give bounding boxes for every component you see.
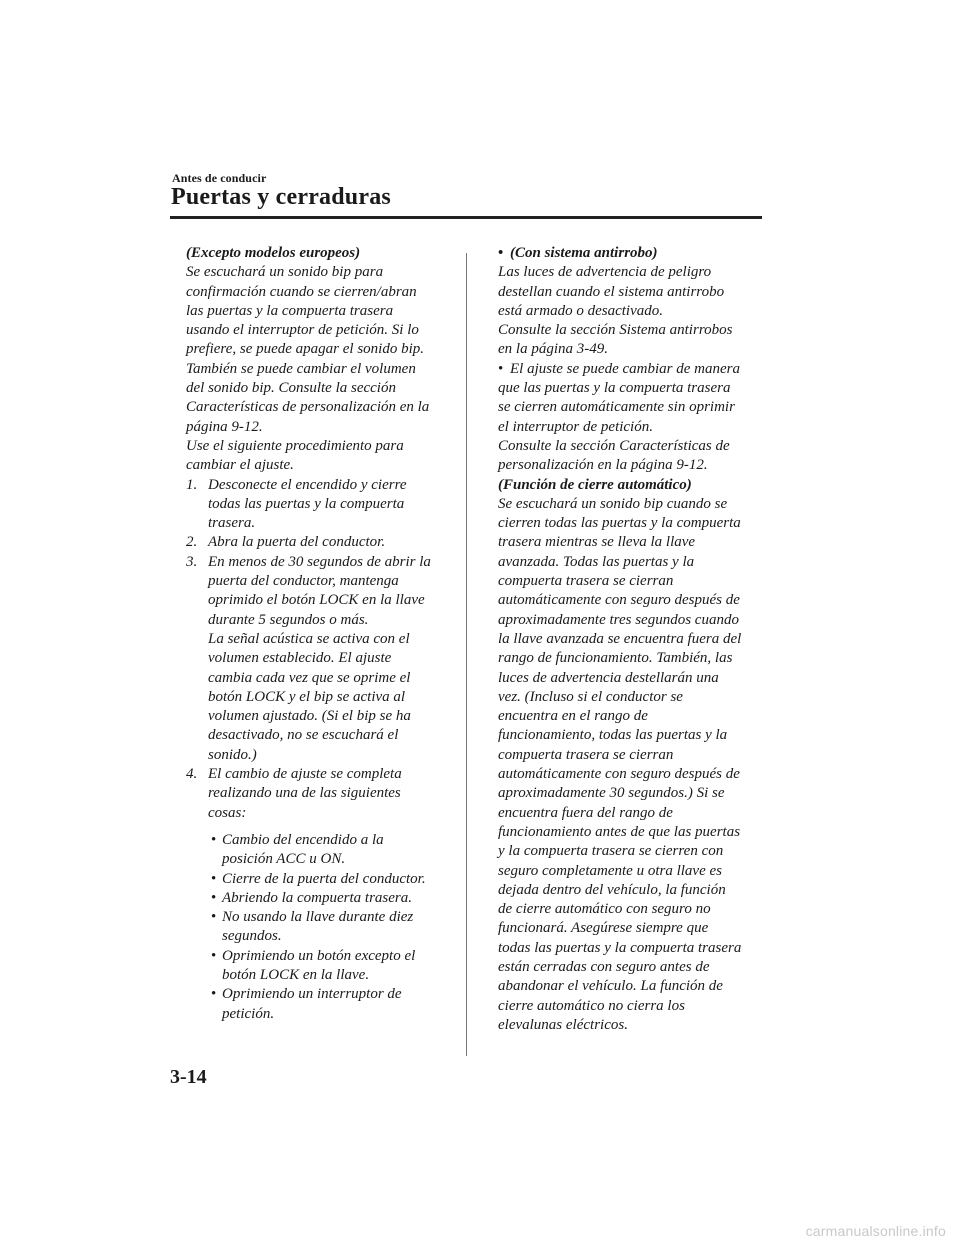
body-line: la llave avanzada se encuentra fuera del [498, 630, 742, 647]
step-line: volumen ajustado. (Si el bip se ha [208, 708, 411, 725]
list-item-cont: segundos. [222, 928, 282, 945]
body-line: el interruptor de petición. [498, 418, 653, 435]
step-3 [186, 553, 454, 765]
list-item: • No usando la llave durante diez [186, 908, 454, 927]
body-line: cierre automático no cierra los [498, 997, 685, 1014]
body-line: encuentra en el rango de [498, 708, 648, 725]
body-line: Use el siguiente procedimiento para [186, 437, 404, 454]
step-line: oprimido el botón LOCK en la llave [208, 592, 425, 609]
body-line: que las puertas y la compuerta trasera [498, 380, 731, 397]
list-item-cont: botón LOCK en la llave. [222, 966, 370, 983]
spacer [186, 823, 454, 831]
list-item: • Cambio del encendido a la [186, 831, 454, 850]
body-line: automáticamente con seguro después de [498, 592, 740, 609]
body-line: abandonar el vehículo. La función de [498, 978, 723, 995]
body-line: prefiere, se puede apagar el sonido bip. [186, 341, 425, 358]
body-line: en la página 3-49. [498, 341, 608, 358]
subheading: (Función de cierre automático) [498, 476, 692, 493]
step-1 [186, 476, 454, 534]
step-2 [186, 533, 454, 552]
step-number: 1. [186, 476, 198, 493]
body-line: Características de personalización en la [186, 399, 430, 416]
step-line: cosas: [208, 804, 247, 821]
step-line: realizando una de las siguientes [208, 785, 401, 802]
body-line: compuerta trasera se cierran [498, 573, 674, 590]
body-line: cierren todas las puertas y la compuerta [498, 515, 741, 532]
body-line: y la compuerta trasera se cierren con [498, 843, 724, 860]
bullet-dot-icon: • [498, 245, 504, 261]
step-line: sonido.) [208, 746, 257, 763]
bullet-dot-icon: • [211, 986, 217, 1003]
body-line: página 9-12. [186, 418, 263, 435]
body-line: funcionamiento antes de que las puertas [498, 823, 741, 840]
body-line: vez. (Incluso si el conductor se [498, 688, 683, 705]
body-line: usando el interruptor de petición. Si lo [186, 322, 419, 339]
right-bullet-heading: • (Con sistema antirrobo) [498, 244, 768, 263]
sub-bullet-list [186, 831, 454, 1024]
right-bullet: • El ajuste se puede cambiar de manera [498, 360, 768, 379]
header-rule [170, 216, 762, 219]
body-line: confirmación cuando se cierren/abran [186, 283, 417, 300]
list-item: • Cierre de la puerta del conductor. [186, 870, 454, 889]
bullet-dot-icon: • [211, 909, 217, 926]
body-line: Consulte la sección Características de [498, 437, 730, 454]
step-line: durante 5 segundos o más. [208, 611, 369, 628]
body-line: También se puede cambiar el volumen [186, 360, 416, 377]
step-line: desactivado, no se escuchará el [208, 727, 399, 744]
body-line: cambiar el ajuste. [186, 457, 294, 474]
left-column [186, 244, 454, 1024]
list-item-cont: posición ACC u ON. [222, 851, 346, 868]
step-line: En menos de 30 segundos de abrir la [208, 553, 431, 570]
body-line: Consulte la sección Sistema antirrobos [498, 322, 733, 339]
body-line: compuerta trasera se cierran [498, 746, 674, 763]
left-heading: (Excepto modelos europeos) [186, 245, 361, 261]
body-line: dejada dentro del vehículo, la función [498, 881, 726, 898]
bullet-dot-icon: • [211, 947, 217, 964]
body-line: personalización en la página 9-12. [498, 457, 708, 474]
page-title: Puertas y cerraduras [171, 184, 391, 210]
bullet-dot-icon: • [211, 889, 217, 906]
list-item: • Oprimiendo un botón excepto el [186, 947, 454, 966]
body-line: se cierren automáticamente sin oprimir [498, 399, 735, 416]
step-line: botón LOCK y el bip se activa al [208, 688, 406, 705]
section-label: Antes de conducir [172, 171, 267, 185]
body-line: funcionamiento, todas las puertas y la [498, 727, 728, 744]
step-number: 4. [186, 766, 198, 783]
step-number: 3. [186, 553, 198, 570]
step-line: puerta del conductor, mantenga [208, 573, 399, 590]
body-line: están cerradas con seguro antes de [498, 958, 710, 975]
step-line: Abra la puerta del conductor. [208, 534, 386, 551]
step-number: 2. [186, 534, 198, 551]
body-line: Las luces de advertencia de peligro [498, 264, 712, 281]
step-line: Desconecte el encendido y cierre [208, 476, 407, 493]
bullet-dot-icon: • [211, 870, 217, 887]
body-line: las puertas y la compuerta trasera [186, 302, 394, 319]
list-item: • Oprimiendo un interruptor de [186, 985, 454, 1004]
step-line: volumen establecido. El ajuste [208, 650, 392, 667]
body-line: luces de advertencia destellarán una [498, 669, 719, 686]
body-line: funcionará. Asegúrese siempre que [498, 920, 709, 937]
bullet-dot-icon: • [498, 360, 504, 377]
body-line: destellan cuando el sistema antirrobo [498, 283, 725, 300]
page-number: 3-14 [170, 1066, 207, 1088]
right-column [498, 244, 768, 1035]
body-line: automáticamente con seguro después de [498, 766, 740, 783]
body-line: elevalunas eléctricos. [498, 1016, 628, 1033]
body-line: todas las puertas y la compuerta trasera [498, 939, 742, 956]
body-line: seguro completamente u otra llave es [498, 862, 722, 879]
step-4 [186, 765, 454, 823]
step-line: trasera. [208, 515, 256, 532]
bullet-dot-icon: • [211, 831, 217, 848]
body-line: Se escuchará un sonido bip para [186, 264, 384, 281]
list-item-cont: petición. [222, 1005, 275, 1022]
body-line: aproximadamente tres segundos cuando [498, 611, 739, 628]
body-line: trasera mientras se lleva la llave [498, 534, 696, 551]
step-line: La señal acústica se activa con el [208, 630, 410, 647]
body-line: aproximadamente 30 segundos.) Si se [498, 785, 725, 802]
body-line: Se escuchará un sonido bip cuando se [498, 495, 728, 512]
body-line: rango de funcionamiento. También, las [498, 650, 733, 667]
step-line: todas las puertas y la compuerta [208, 495, 405, 512]
step-line: cambia cada vez que se oprime el [208, 669, 411, 686]
watermark: carmanualsonline.info [805, 1223, 946, 1239]
step-line: El cambio de ajuste se completa [208, 766, 402, 783]
column-divider [466, 253, 467, 1056]
body-line: avanzada. Todas las puertas y la [498, 553, 695, 570]
body-line: encuentra fuera del rango de [498, 804, 673, 821]
list-item: • Abriendo la compuerta trasera. [186, 889, 454, 908]
body-line: del sonido bip. Consulte la sección [186, 380, 396, 397]
body-line: de cierre automático con seguro no [498, 901, 711, 918]
body-line: está armado o desactivado. [498, 302, 663, 319]
